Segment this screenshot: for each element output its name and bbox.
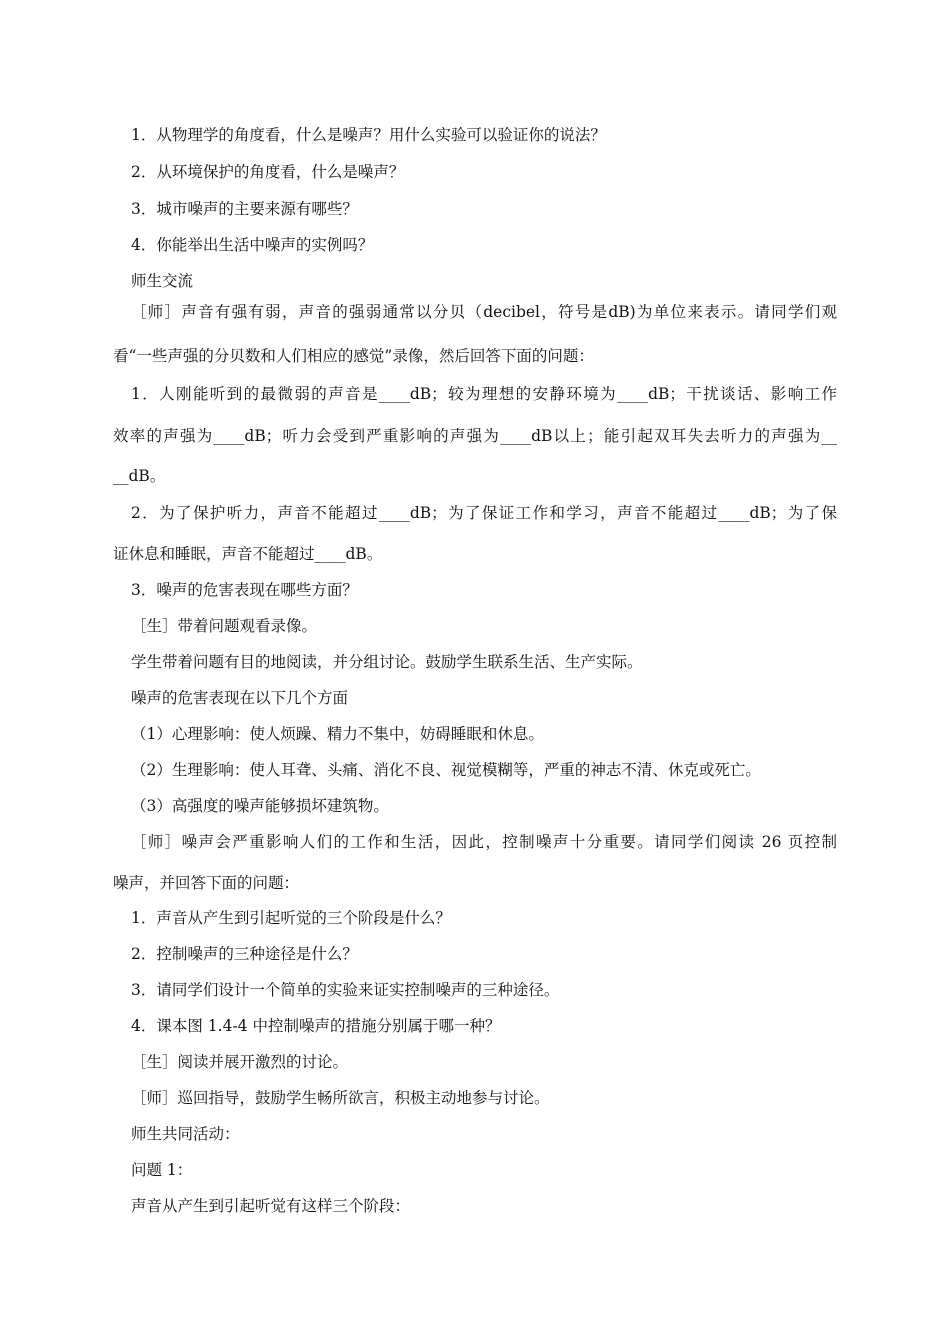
paragraph-line: 看“一些声强的分贝数和人们相应的感觉”录像，然后回答下面的问题： [113,347,594,365]
section-heading: 师生交流 [131,272,194,290]
paragraph-line: 噪声的危害表现在以下几个方面 [131,689,349,707]
question-line: 3．噪声的危害表现在哪些方面？ [131,581,358,599]
list-item: （2）生理影响：使人耳聋、头痛、消化不良、视觉模糊等，严重的神志不清、休克或死亡。 [131,761,761,779]
paragraph-line: 1．人刚能听到的最微弱的声音是____dB；较为理想的安静环境为____dB；干扰谈话、影响工作 [131,385,837,403]
paragraph-line: 学生带着问题有目的地阅读，并分组讨论。鼓励学生联系生活、生产实际。 [131,653,643,671]
paragraph-line: 2．为了保护听力，声音不能超过____dB；为了保证工作和学习，声音不能超过____dB；为了保 [131,504,837,522]
question-line: 4．你能举出生活中噪声的实例吗？ [131,236,374,254]
question-line: 3．请同学们设计一个简单的实验来证实控制噪声的三种途径。 [131,981,560,999]
dialogue-line: ［师］噪声会严重影响人们的工作和生活，因此，控制噪声十分重要。请同学们阅读 26 页控制 [131,833,837,851]
list-item: （3）高强度的噪声能够损坏建筑物。 [131,797,389,815]
paragraph-line: 效率的声强为____dB；听力会受到严重影响的声强为____dB以上；能引起双耳失去听力的声强为__ [113,427,837,445]
list-item: （1）心理影响：使人烦躁、精力不集中，妨碍睡眠和休息。 [131,725,544,743]
dialogue-line: ［师］巡回指导，鼓励学生畅所欲言，积极主动地参与讨论。 [131,1089,550,1107]
section-heading: 问题 1： [131,1161,193,1179]
paragraph-line: __dB。 [113,467,166,485]
dialogue-line: ［生］带着问题观看录像。 [131,617,318,635]
question-line: 1．声音从产生到引起听觉的三个阶段是什么？ [131,909,451,927]
question-line: 4．课本图 1.4-4 中控制噪声的措施分别属于哪一种？ [131,1017,501,1035]
paragraph-line: 噪声，并回答下面的问题： [113,874,300,892]
question-line: 2．控制噪声的三种途径是什么？ [131,945,358,963]
question-line: 3．城市噪声的主要来源有哪些？ [131,200,358,218]
section-heading: 师生共同活动： [131,1125,240,1143]
dialogue-line: ［生］阅读并展开激烈的讨论。 [131,1053,349,1071]
paragraph-line: 声音从产生到引起听觉有这样三个阶段： [131,1197,411,1215]
question-line: 1．从物理学的角度看，什么是噪声？用什么实验可以验证你的说法？ [131,126,606,144]
paragraph-line: ［师］声音有强有弱，声音的强弱通常以分贝（decibel，符号是dB)为单位来表示。请同学们观 [131,303,837,321]
paragraph-line: 证休息和睡眠，声音不能超过____dB。 [113,545,383,563]
question-line: 2．从环境保护的角度看，什么是噪声？ [131,163,405,181]
